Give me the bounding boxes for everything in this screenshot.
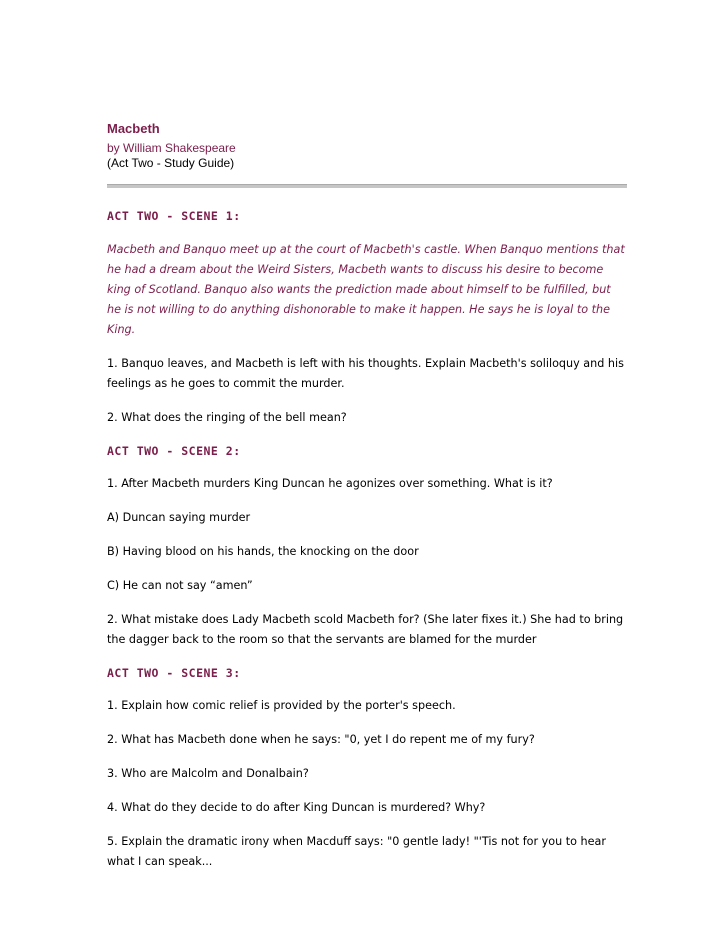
scene2-option-b: B) Having blood on his hands, the knocking on the door	[107, 545, 419, 558]
scene3-question-1: 1. Explain how comic relief is provided by the porter's speech.	[107, 699, 456, 712]
scene2-option-c: C) He can not say “amen”	[107, 579, 253, 592]
scene2-option-a: A) Duncan saying murder	[107, 511, 251, 524]
scene2-question-1: 1. After Macbeth murders King Duncan he agonizes over something. What is it?	[107, 477, 553, 490]
study-guide-document	[107, 121, 627, 872]
document-title: Macbeth	[107, 121, 160, 136]
document-subtitle: (Act Two - Study Guide)	[107, 156, 235, 170]
scene2-question-2: 2. What mistake does Lady Macbeth scold Macbeth for? (She later fixes it.) She had to bring the dagger back to the room so that the servants are blamed for the murder	[107, 613, 624, 646]
scene1-summary: Macbeth and Banquo meet up at the court of Macbeth's castle. When Banquo mentions that he had a dream about the Weird Sisters, Macbeth wants to discuss his desire to become king of Scotland. Banquo also wants the prediction made about himself to be fulfilled, but he is not willing to do anything dishonorable to make it happen. He says he is loyal to the King.	[107, 243, 625, 336]
horizontal-rule	[107, 184, 627, 188]
scene3-question-4: 4. What do they decide to do after King Duncan is murdered? Why?	[107, 801, 486, 814]
scene1-question-1: 1. Banquo leaves, and Macbeth is left with his thoughts. Explain Macbeth's soliloquy and his feelings as he goes to commit the murder.	[107, 357, 624, 390]
scene3-question-5: 5. Explain the dramatic irony when Macduff says: "0 gentle lady! "'Tis not for you to hear what I can speak...	[107, 835, 606, 868]
scene3-heading: ACT TWO - SCENE 3:	[107, 666, 241, 680]
scene3-question-2: 2. What has Macbeth done when he says: "0, yet I do repent me of my fury?	[107, 733, 535, 746]
scene2-heading: ACT TWO - SCENE 2:	[107, 444, 241, 458]
author-line: by William Shakespeare	[107, 141, 236, 155]
scene1-question-2: 2. What does the ringing of the bell mean?	[107, 411, 347, 424]
scene1-heading: ACT TWO - SCENE 1:	[107, 209, 241, 223]
scene3-question-3: 3. Who are Malcolm and Donalbain?	[107, 767, 309, 780]
